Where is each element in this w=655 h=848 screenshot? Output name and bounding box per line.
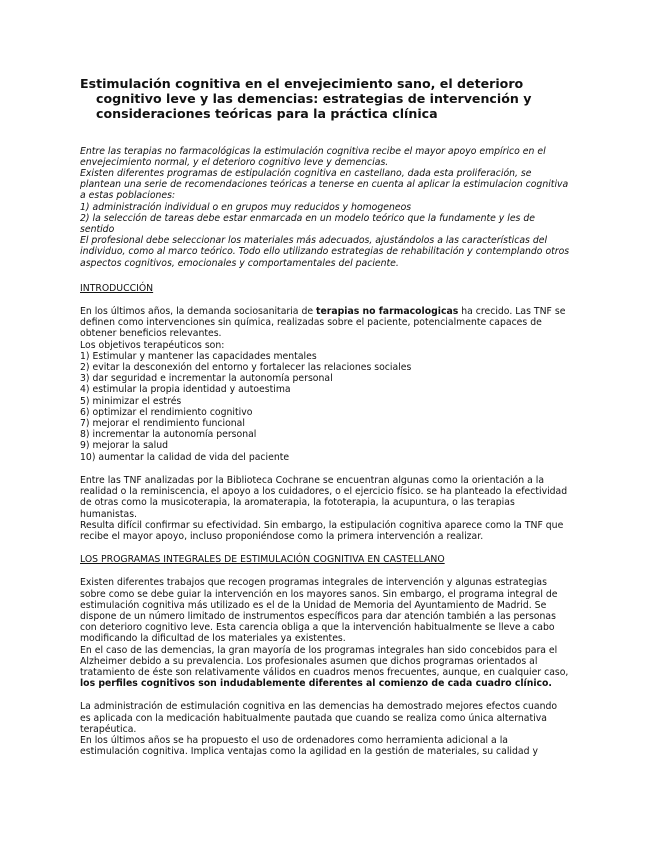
abstract-list-item: 2) la selección de tareas debe estar enmarcada en un modelo teórico que la fundamente y les de sentido — [80, 212, 535, 236]
abstract-paragraph: Existen diferentes programas de estipulación cognitiva en castellano, dada esta proliferación, se plantean una serie de recomendaciones teóricas a tenerse en cuenta al aplicar la estimulacion cognitiva a estas poblaciones: — [80, 168, 569, 202]
bold-text-run: terapias no farmacologicas — [316, 306, 459, 318]
document-title: Estimulación cognitiva en el envejecimiento sano, el deterioro cognitivo leve y las demencias: estrategias de intervención y consideraciones teóricas para la práctica clínica — [80, 76, 532, 122]
programas-section-continued — [80, 701, 570, 757]
list-item: 1) Estimular y mantener las capacidades mentales — [80, 350, 317, 362]
list-item: 5) minimizar el estrés — [80, 395, 182, 407]
section-heading-programas: LOS PROGRAMAS INTEGRALES DE ESTIMULACIÓN COGNITIVA EN CASTELLANO — [80, 554, 445, 566]
body-paragraph: Entre las TNF analizadas por la Biblioteca Cochrane se encuentran algunas como la orientación a la realidad o la reminiscencia, el apoyo a los cuidadores, o el ejercicio físico. se ha planteado la efectividad de otras como la musicoterapia, la aromaterapia, la fototerapia, la acupuntura, o las terapias humanistas. — [80, 474, 568, 520]
list-item: 8) incrementar la autonomía personal — [80, 429, 257, 441]
section-heading-introduccion: INTRODUCCIÓN — [80, 282, 154, 294]
abstract-list-item: 1) administración individual o en grupos muy reducidos y homogeneos — [80, 201, 412, 213]
text-run: En el caso de las demencias, la gran mayoría de los programas integrales han sido concebidos para el Alzheimer debido a su prevalencia. Los profesionales asumen que dichos programas orientados al tratamiento de éste son relativamente válidos en cuadros menos frecuentes, aunque, en cualquier caso, — [80, 644, 569, 678]
list-item: 3) dar seguridad e incrementar la autonomía personal — [80, 373, 333, 385]
list-item: 4) estimular la propia identidad y autoestima — [80, 384, 291, 396]
document-page — [80, 76, 570, 769]
list-item: 10) aumentar la calidad de vida del paciente — [80, 451, 290, 463]
abstract-paragraph: El profesional debe seleccionar los materiales más adecuados, ajustándolos a las características del individuo, como al marco teórico. Todo ello utilizando estrategias de rehabilitación y contemplando otros aspectos cognitivos, emocionales y comportamentales del paciente. — [80, 235, 570, 269]
list-item: 7) mejorar el rendimiento funcional — [80, 418, 245, 430]
programas-section — [80, 577, 570, 689]
introduccion-section-continued — [80, 475, 570, 542]
abstract-paragraph: Entre las terapias no farmacológicas la estimulación cognitiva recibe el mayor apoyo empírico en el envejecimiento normal, y el deterioro cognitivo leve y demencias. — [80, 145, 546, 168]
text-run: En los últimos años, la demanda sociosanitaria de — [80, 306, 317, 318]
abstract — [80, 146, 570, 269]
body-paragraph: En los últimos años se ha propuesto el uso de ordenadores como herramienta adicional a la estimulación cognitiva. Implica ventajas como la agilidad en la gestión de materiales, su calidad y — [80, 734, 538, 758]
body-paragraph: La administración de estimulación cognitiva en las demencias ha demostrado mejores efectos cuando es aplicada con la medicación habitualmente pautada que cuando se realiza como única alternativa terapéutica. — [80, 701, 558, 735]
text-run: ha crecido. Las TNF se definen como intervenciones sin química, realizadas sobre el paciente, potencialmente capaces de obtener beneficios relevantes. — [80, 306, 566, 340]
list-item: 2) evitar la desconexión del entorno y fortalecer las relaciones sociales — [80, 362, 412, 374]
body-paragraph — [80, 645, 570, 690]
list-item: 9) mejorar la salud — [80, 440, 168, 452]
list-item: 6) optimizar el rendimiento cognitivo — [80, 406, 253, 418]
body-paragraph — [80, 306, 570, 340]
bold-text-run: los perfiles cognitivos son indudablemente diferentes al comienzo de cada cuadro clínico. — [80, 678, 552, 690]
body-paragraph: Los objetivos terapéuticos son: — [80, 339, 225, 351]
introduccion-section — [80, 306, 570, 463]
body-paragraph: Existen diferentes trabajos que recogen programas integrales de intervención y algunas estrategias sobre como se debe guiar la intervención en los mayores sanos. Sin embargo, el programa integral de estimulación cognitiva más utilizado es el de la Unidad de Memoria del Ayuntamiento de Madrid. Se dispone de un número limitado de instrumentos específicos para dar atención también a las personas con deterioro cognitivo leve. Esta carencia obliga a que la intervención habitualmente se lleve a cabo modificando la dificultad de los materiales ya existentes. — [80, 577, 558, 645]
objectives-list — [80, 351, 570, 463]
body-paragraph: Resulta difícil confirmar su efectividad. Sin embargo, la estipulación cognitiva aparece como la TNF que recibe el mayor apoyo, incluso proponiéndose como la primera intervención a realizar. — [80, 519, 564, 542]
